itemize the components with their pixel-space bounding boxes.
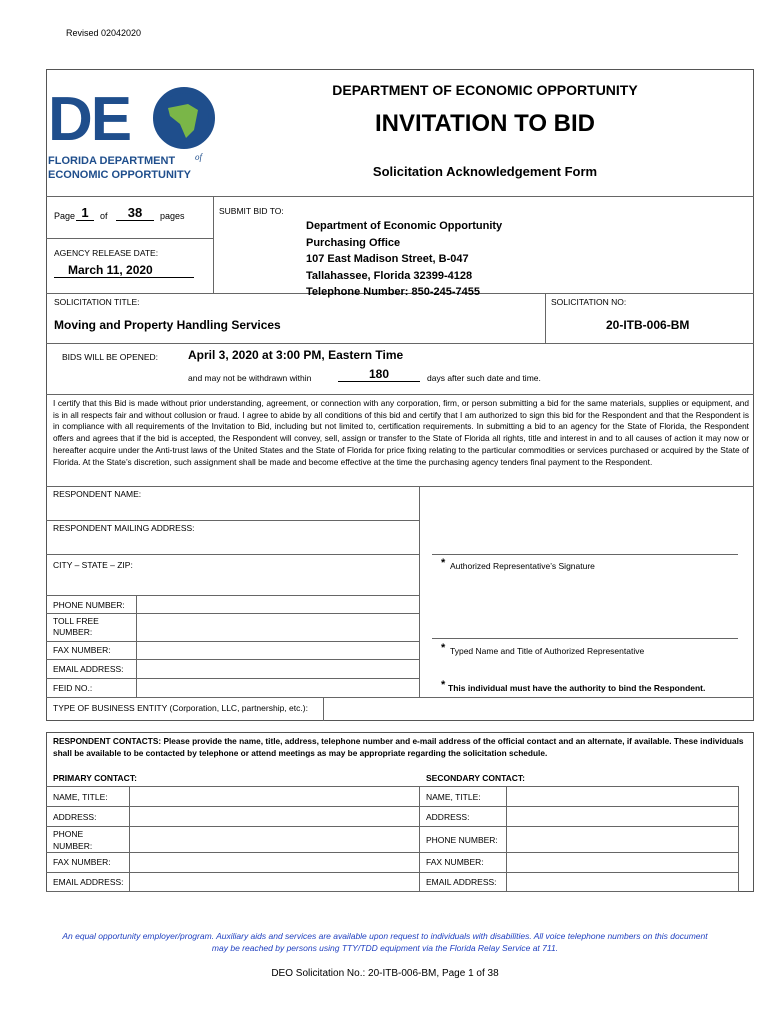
release-date: March 11, 2020: [54, 263, 194, 278]
secondary-contact-heading: SECONDARY CONTACT:: [426, 773, 526, 783]
of-label: of: [100, 211, 108, 221]
primary-contact-heading: PRIMARY CONTACT:: [53, 773, 137, 783]
feid-label: FEID NO.:: [53, 683, 93, 693]
email-input[interactable]: [137, 660, 418, 677]
revised-date: Revised 02042020: [66, 28, 142, 38]
authority-asterisk: *: [441, 679, 446, 691]
typed-name-label: Typed Name and Title of Authorized Representative: [450, 646, 645, 656]
contacts-intro: RESPONDENT CONTACTS: Please provide the name, title, address, telephone number and e-mail address of the official contact and an alternate, if available. These individuals shall be available to be contacted by telephone or attend meetings as may be appropriate regarding the solicitation schedule.: [53, 736, 744, 758]
solicitation-no: 20-ITB-006-BM: [606, 318, 690, 332]
business-type-input[interactable]: [324, 698, 753, 720]
logo-line2: ECONOMIC OPPORTUNITY: [48, 169, 192, 181]
logo-of: of: [195, 152, 203, 162]
total-pages: 38: [116, 205, 154, 221]
department-heading: DEPARTMENT OF ECONOMIC OPPORTUNITY: [332, 82, 638, 98]
signature-line[interactable]: [432, 554, 738, 555]
bids-opened-date: April 3, 2020 at 3:00 PM, Eastern Time: [188, 348, 404, 362]
submit-line-5: Telephone Number: 850-245-7455: [306, 286, 481, 298]
primary-email-label: EMAIL ADDRESS:: [53, 877, 124, 887]
business-type-label: TYPE OF BUSINESS ENTITY (Corporation, LLC, partnership, etc.):: [53, 703, 308, 713]
secondary-fax-input[interactable]: [507, 853, 737, 871]
primary-fax-label: FAX NUMBER:: [53, 857, 111, 867]
typed-asterisk: *: [441, 642, 446, 654]
respondent-mailing-label: RESPONDENT MAILING ADDRESS:: [53, 523, 195, 533]
solicitation-title: Moving and Property Handling Services: [54, 318, 281, 332]
primary-address-label: ADDRESS:: [53, 812, 97, 822]
primary-phone-input[interactable]: [130, 827, 418, 851]
submit-line-1: Department of Economic Opportunity: [306, 220, 503, 232]
secondary-phone-label: PHONE NUMBER:: [426, 835, 498, 845]
secondary-email-label: EMAIL ADDRESS:: [426, 877, 497, 887]
submit-address: [306, 218, 502, 301]
secondary-fax-label: FAX NUMBER:: [426, 857, 484, 867]
respondent-name-label: RESPONDENT NAME:: [53, 489, 142, 499]
primary-email-input[interactable]: [130, 873, 418, 890]
logo-line1: FLORIDA DEPARTMENT: [48, 155, 176, 167]
authority-note: This individual must have the authority to bind the Respondent.: [448, 683, 706, 693]
secondary-name-label: NAME, TITLE:: [426, 792, 481, 802]
respondent-mailing-input[interactable]: [47, 534, 418, 553]
form-name: Solicitation Acknowledgement Form: [372, 164, 598, 179]
email-label: EMAIL ADDRESS:: [53, 664, 124, 674]
secondary-name-input[interactable]: [507, 787, 737, 805]
page-label: Page: [54, 211, 76, 221]
withdraw-prefix: and may not be withdrawn within: [188, 373, 312, 383]
solicitation-title-label: SOLICITATION TITLE:: [54, 297, 140, 307]
secondary-address-input[interactable]: [507, 807, 737, 825]
notice-line-1: An equal opportunity employer/program. Auxiliary aids and services are available upon request to individuals with disabilities. All voice telephone numbers on this document: [62, 931, 708, 941]
fax-label: FAX NUMBER:: [53, 645, 111, 655]
submit-line-4: Tallahassee, Florida 32399-4128: [306, 269, 473, 282]
city-state-zip-input[interactable]: [47, 572, 418, 594]
bids-opened-label: BIDS WILL BE OPENED:: [62, 352, 159, 362]
submit-bid-label: SUBMIT BID TO:: [219, 206, 284, 216]
secondary-address-label: ADDRESS:: [426, 812, 470, 822]
respondent-name-input[interactable]: [47, 498, 418, 519]
solicitation-no-label: SOLICITATION NO:: [551, 297, 627, 307]
withdraw-days: 180: [338, 367, 420, 382]
primary-name-input[interactable]: [130, 787, 418, 805]
submit-line-2: Purchasing Office: [306, 236, 401, 249]
release-date-label: AGENCY RELEASE DATE:: [54, 248, 159, 258]
pages-label: pages: [160, 211, 185, 221]
secondary-email-input[interactable]: [507, 873, 737, 890]
signature-asterisk: *: [441, 557, 446, 569]
equal-opportunity-notice: [40, 930, 730, 954]
secondary-phone-input[interactable]: [507, 827, 737, 851]
signature-label: Authorized Representative’s Signature: [450, 561, 595, 571]
certification-text: I certify that this Bid is made without prior understanding, agreement, or connection with any corporation, firm, or person submitting a bid for the same materials, supplies or equipment, and is in all respects fair and without collusion or fraud. I agree to abide by all conditions of this bid and certify that I am authorized to sign this bid for the Respondent and that the Respondent is in compliance with all requirements of the Invitation to Bid, including but not limited to, certification requirements. In submitting a bid to an agency for the State of Florida, the Respondent offers and agrees that if the bid is accepted, the Respondent will convey, sell, assign or transfer to the State of Florida all rights, title and interest in and to all causes of action it may now or hereafter acquire under the Anti-trust laws of the United States and the State of Florida for price fixing relating to the particular commodities or services purchased or acquired by the State of Florida. At the State’s discretion, such assignment shall be made and become effective at the time the purchasing agency tenders final payment to the Respondent.: [53, 398, 749, 467]
city-state-zip-label: CITY – STATE – ZIP:: [53, 560, 133, 570]
page-title: INVITATION TO BID: [375, 110, 595, 137]
typed-name-line[interactable]: [432, 638, 738, 639]
submit-line-3: 107 East Madison Street, B-047: [306, 253, 469, 265]
notice-line-2: may be reached by persons using TTY/TDD equipment via the Florida Relay Service at 711.: [211, 943, 559, 953]
primary-phone-label: PHONE NUMBER:: [53, 829, 93, 851]
svg-text:DE: DE: [48, 85, 131, 154]
page-number: 1: [76, 205, 94, 221]
phone-label: PHONE NUMBER:: [53, 600, 125, 610]
toll-free-input[interactable]: [137, 614, 418, 640]
feid-input[interactable]: [137, 679, 418, 696]
deo-logo: [48, 80, 218, 185]
fax-input[interactable]: [137, 642, 418, 658]
toll-free-label: TOLL FREE NUMBER:: [53, 616, 99, 637]
withdraw-suffix: days after such date and time.: [427, 373, 541, 383]
primary-name-label: NAME, TITLE:: [53, 792, 108, 802]
page-footer: DEO Solicitation No.: 20-ITB-006-BM, Page 1 of 38: [271, 968, 499, 979]
phone-input[interactable]: [137, 596, 418, 612]
primary-address-input[interactable]: [130, 807, 418, 825]
primary-fax-input[interactable]: [130, 853, 418, 871]
